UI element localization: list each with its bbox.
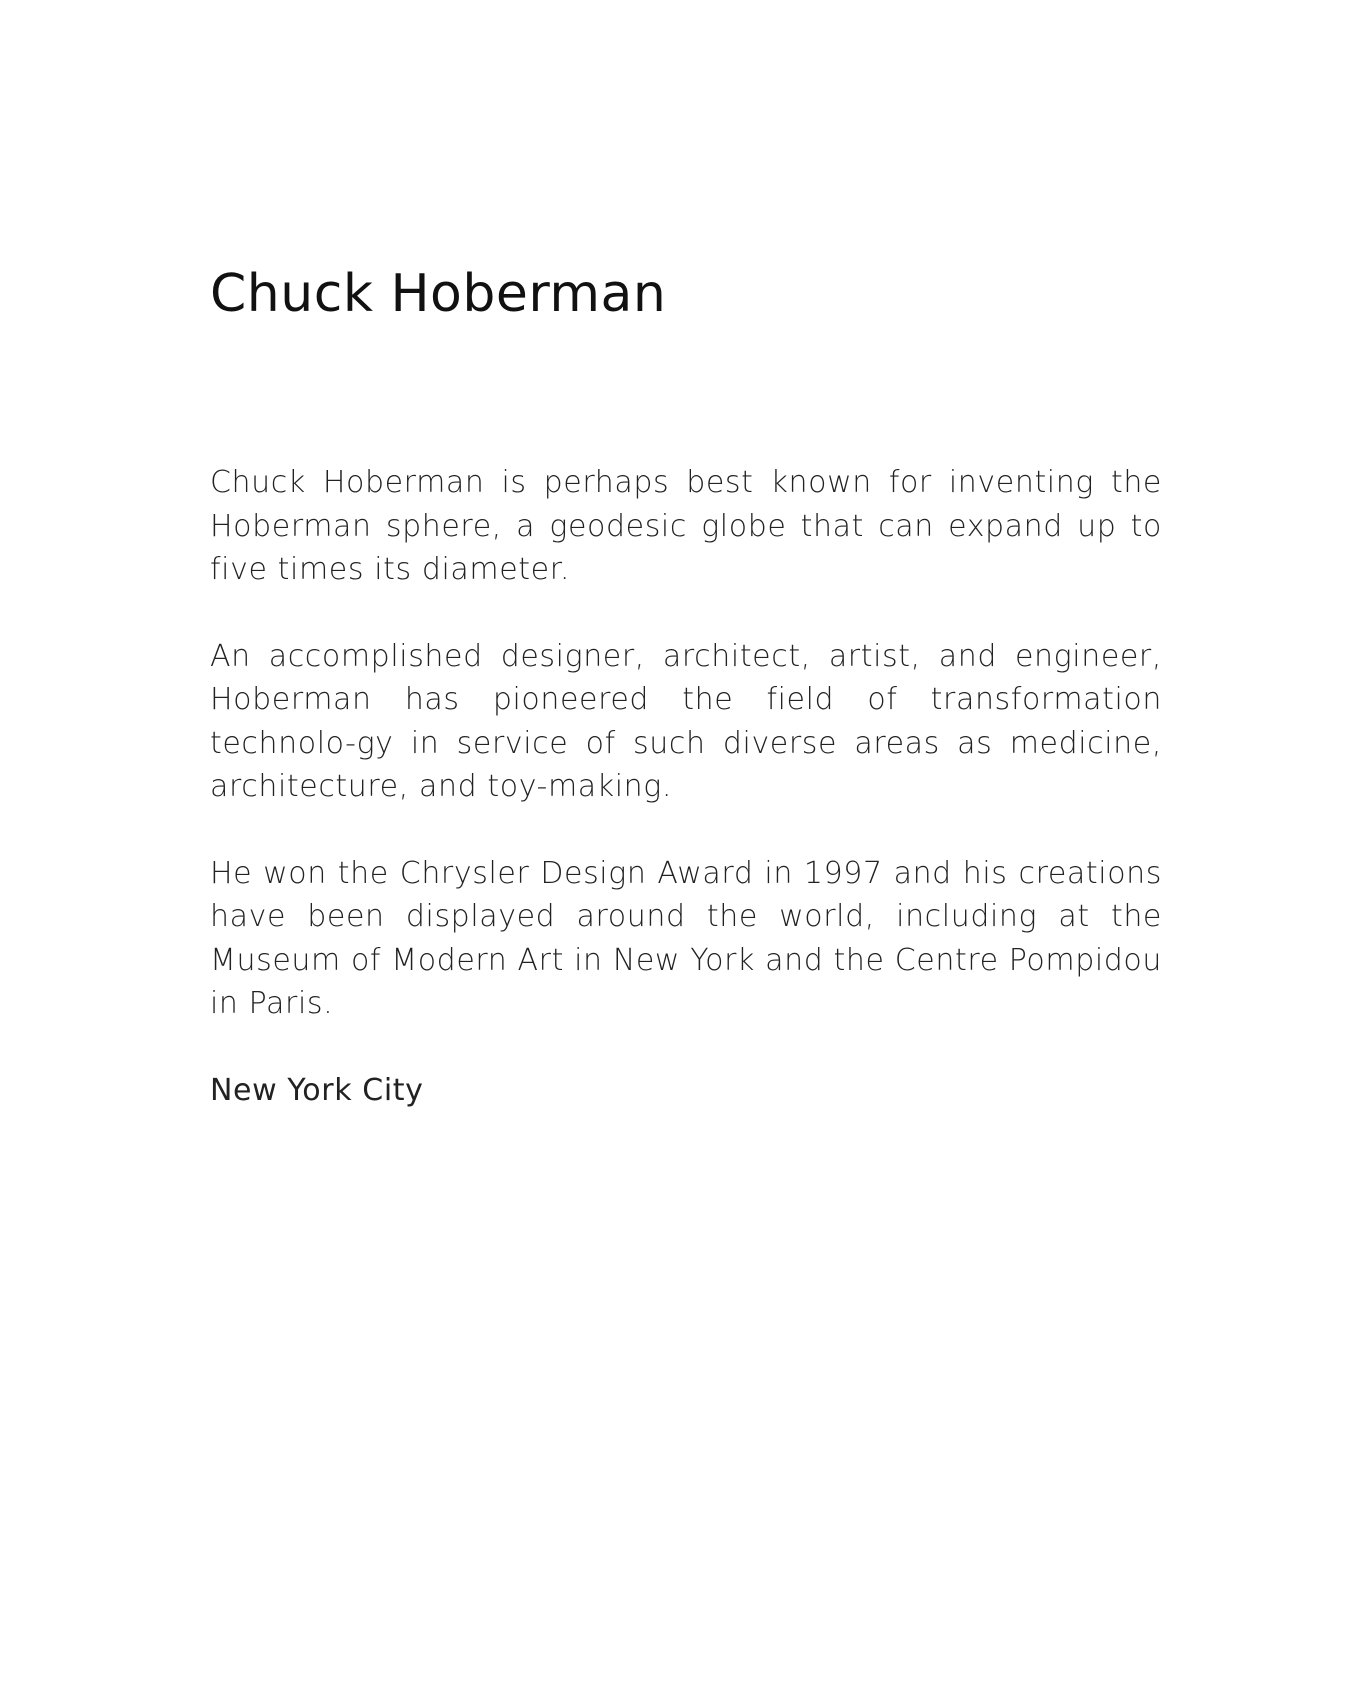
page-title: Chuck Hoberman [210,264,667,324]
location-text: New York City [210,1072,424,1108]
bio-paragraph-2: An accomplished designer, architect, artist, and engineer, Hoberman has pioneered the field of transformation technolo-gy in service of such diverse areas as medicine, architecture, and toy-making. [210,638,1162,804]
bio-paragraph-3: He won the Chrysler Design Award in 1997 and his creations have been displayed around the world, including at the Museum of Modern Art in New York and the Centre Pompidou in Paris. [210,855,1162,1021]
bio-paragraph-1: Chuck Hoberman is perhaps best known for inventing the Hoberman sphere, a geodesic globe that can expand up to five times its diameter. [210,465,1162,587]
bio-page [210,262,1162,1112]
bio-body [210,461,1162,1112]
